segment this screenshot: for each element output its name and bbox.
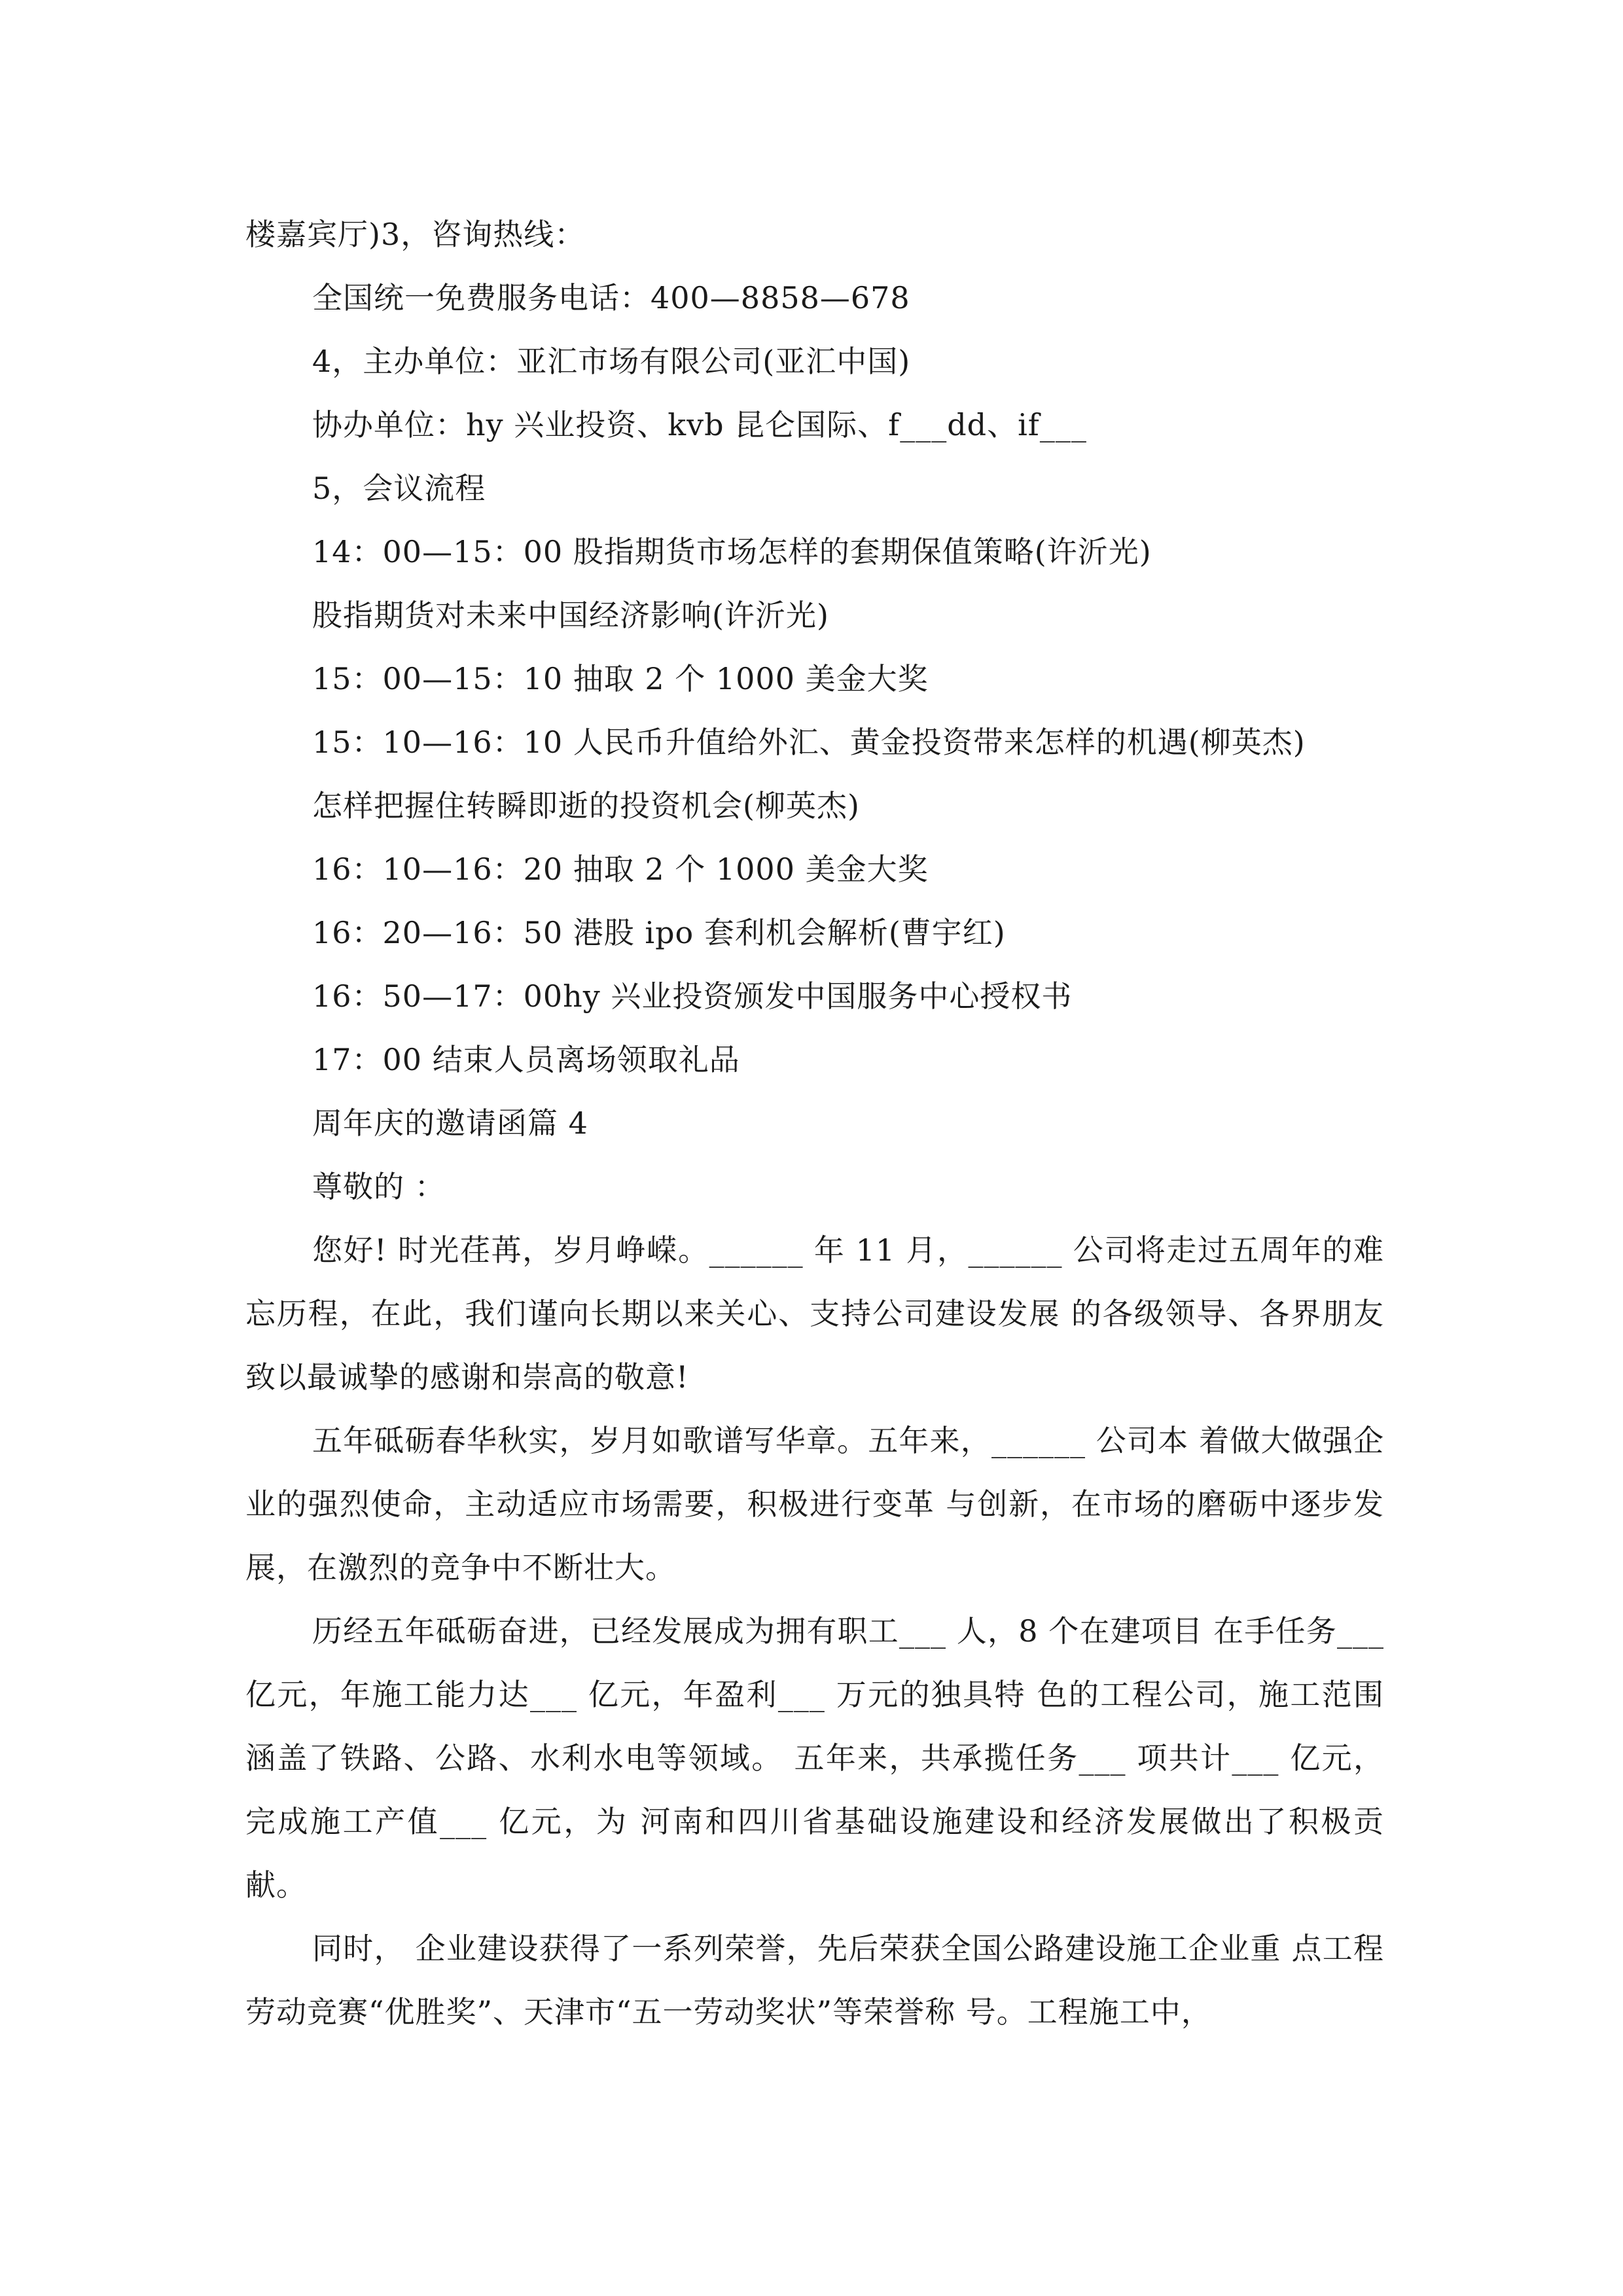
text-line: 怎样把握住转瞬即逝的投资机会(柳英杰) bbox=[312, 788, 860, 823]
text-line: 4，主办单位：亚汇市场有限公司(亚汇中国) bbox=[312, 344, 911, 379]
text-line: 16：10—16：20 抽取 2 个 1000 美金大奖 bbox=[312, 852, 929, 887]
document-body bbox=[245, 203, 1384, 2044]
paragraph: 您好! 时光荏苒，岁月峥嵘。______ 年 11 月，______ 公司将走过五周年的难忘历程，在此，我们谨向长期以来关心、支持公司建设发展 的各级领导、各界朋友致以最诚挚的感谢和崇高的敬意! bbox=[245, 1232, 1384, 1395]
text-line: 5，会议流程 bbox=[312, 471, 486, 506]
text-line: 楼嘉宾厅)3，咨询热线： bbox=[245, 217, 586, 252]
paragraph: 同时， 企业建设获得了一系列荣誉，先后荣获全国公路建设施工企业重 点工程劳动竞赛“优胜奖”、天津市“五一劳动奖状”等荣誉称 号。工程施工中， bbox=[245, 1931, 1384, 2030]
text-line: 全国统一免费服务电话：400—8858—678 bbox=[312, 280, 910, 315]
text-line: 股指期货对未来中国经济影响(许沂光) bbox=[312, 598, 829, 633]
paragraph: 五年砥砺春华秋实，岁月如歌谱写华章。五年来，______ 公司本 着做大做强企业的强烈使命，主动适应市场需要，积极进行变革 与创新，在市场的磨砺中逐步发展，在激烈的竞争中不断壮大。 bbox=[245, 1423, 1384, 1585]
text-line: 14：00—15：00 股指期货市场怎样的套期保值策略(许沂光) bbox=[312, 534, 1152, 569]
paragraph: 历经五年砥砺奋进，已经发展成为拥有职工___ 人，8 个在建项目 在手任务___ 亿元，年施工能力达___ 亿元，年盈利___ 万元的独具特 色的工程公司，施工范围涵盖了铁路、公路、水利水电等领域。 五年来，共承揽任务___ 项共计___ 亿元，完成施工产值___ 亿元，为 河南和四川省基础设施建设和经济发展做出了积极贡献。 bbox=[245, 1613, 1384, 1903]
text-line: 17：00 结束人员离场领取礼品 bbox=[312, 1042, 740, 1077]
text-line: 15：10—16：10 人民币升值给外汇、黄金投资带来怎样的机遇(柳英杰) bbox=[312, 725, 1306, 760]
text-line: 15：00—15：10 抽取 2 个 1000 美金大奖 bbox=[312, 661, 929, 696]
text-line: 16：20—16：50 港股 ipo 套利机会解析(曹宇红) bbox=[312, 915, 1006, 950]
text-line: 16：50—17：00hy 兴业投资颁发中国服务中心授权书 bbox=[312, 978, 1073, 1014]
salutation: 尊敬的 ： bbox=[312, 1169, 446, 1204]
section-heading: 周年庆的邀请函篇 4 bbox=[312, 1105, 588, 1141]
text-line: 协办单位：hy 兴业投资、kvb 昆仑国际、f___dd、if___ bbox=[312, 407, 1087, 442]
